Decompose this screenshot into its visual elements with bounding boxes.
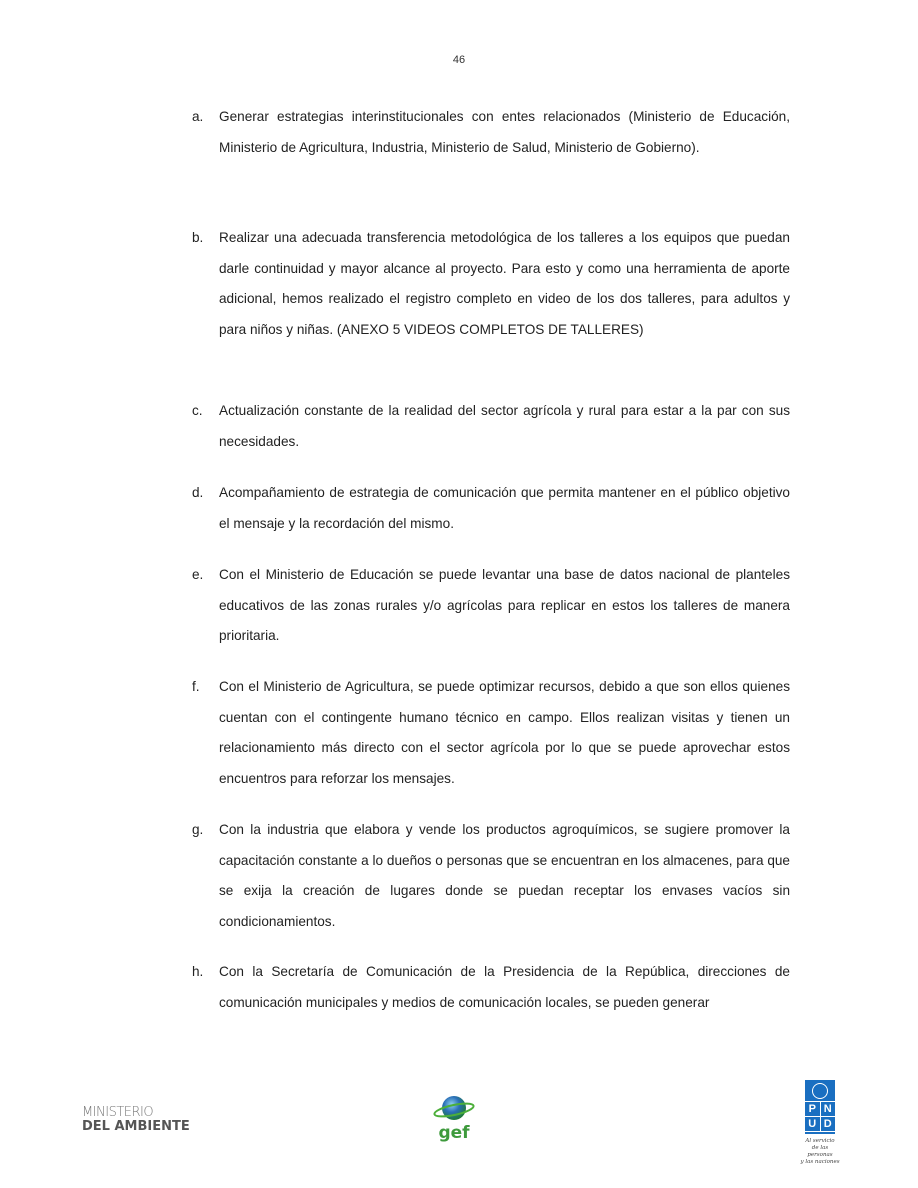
list-item-text: Realizar una adecuada transferencia metodológica de los talleres a los equipos que puedan darle continuidad y mayor alcance al proyecto. Para esto y como una herramienta de aporte adicional, hemos realizado el registro completo en video de los dos talleres, para adultos y para niños y niñas. (ANEXO 5 VIDEOS COMPLETOS DE TALLERES) [219,230,790,337]
pnud-letter: P [805,1102,820,1116]
tagline-line: y las naciones [800,1159,840,1165]
page-number: 46 [452,54,466,66]
list-item-a [192,102,790,163]
pnud-letter: D [821,1117,836,1131]
list-item-text: Con la Secretaría de Comunicación de la Presidencia de la República, direcciones de comunicación municipales y medios de comunicación locales, se pueden generar [219,964,790,1010]
list-item-b [192,223,790,345]
list-item-text: Generar estrategias interinstitucionales con entes relacionados (Ministerio de Educación, Ministerio de Agricultura, Industria, Ministerio de Salud, Ministerio de Gobierno). [219,109,790,155]
pnud-tagline [800,1138,840,1166]
pnud-logo [800,1080,840,1166]
list-item-h [192,957,790,1018]
un-emblem-icon [812,1083,828,1099]
list-item-e [192,560,790,652]
pnud-letter: N [821,1102,836,1116]
list-item-text: Acompañamiento de estrategia de comunicación que permita mantener en el público objetivo el mensaje y la recordación del mismo. [219,485,790,531]
logo-line-1: MINISTERIO [82,1105,154,1120]
pnud-box [805,1080,835,1134]
list-item-f [192,672,790,794]
pnud-letters [805,1102,835,1131]
globe-icon [432,1092,476,1124]
list-marker: g. [192,822,204,837]
gef-text: gef [438,1123,470,1143]
list-marker: a. [192,109,204,124]
gef-logo [432,1092,476,1143]
list-marker: d. [192,485,204,500]
list-marker: b. [192,230,204,245]
list-item-c [192,396,790,457]
tagline-line: de las personas [807,1145,833,1158]
list-item-text: Actualización constante de la realidad del sector agrícola y rural para estar a la par con sus necesidades. [219,403,790,449]
list-item-text: Con el Ministerio de Agricultura, se puede optimizar recursos, debido a que son ellos quienes cuentan con el contingente humano técnico en campo. Ellos realizan visitas y tienen un relacionamiento más directo con el sector agrícola por lo que se puede aprovechar estos encuentros para reforzar los mensajes. [219,679,790,786]
list-marker: c. [192,403,203,418]
tagline-line: Al servicio [805,1138,835,1144]
list-marker: h. [192,964,204,979]
logo-line-2: DEL AMBIENTE [82,1119,190,1134]
list-marker: e. [192,567,204,582]
list-item-g [192,815,790,937]
list-marker: f. [192,679,200,694]
pnud-letter: U [805,1117,820,1131]
list-item-text: Con la industria que elabora y vende los productos agroquímicos, se sugiere promover la capacitación constante a lo dueños o personas que se encuentran en los almacenes, para que se exija la creación de lugares donde se puedan receptar los envases vacíos sin condicionamientos. [219,822,790,929]
ministerio-del-ambiente-logo [82,1106,190,1134]
list-item-d [192,478,790,539]
list-item-text: Con el Ministerio de Educación se puede levantar una base de datos nacional de planteles educativos de las zonas rurales y/o agrícolas para replicar en estos los talleres de manera prioritaria. [219,567,790,643]
